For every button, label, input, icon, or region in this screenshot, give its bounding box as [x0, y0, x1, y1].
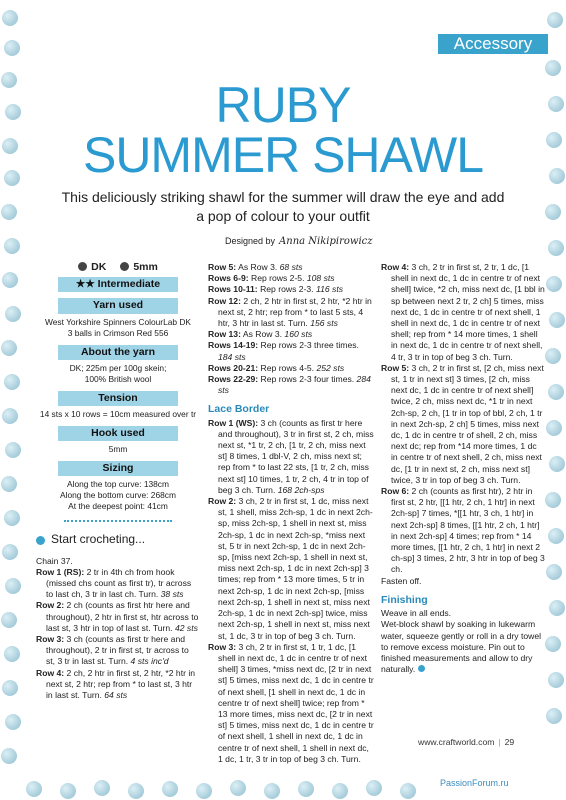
- lace-row-2: Row 2: 3 ch, 2 tr in first st, 1 dc, miss next st, 1 shell, miss 2ch-sp, 1 dc in next 2ch-sp, miss 2ch-sp, 1 shell in next st, miss 2ch-sp, 1 dc in next 2ch-sp, *miss next st, 5 tr in next 2ch-sp, 1 dc in next 2ch-sp, [miss next 2ch-sp, 1 shell in next st, miss next 2ch-sp, 1 dc in next 2ch-sp] 3 times; rep from * 13 more times, 5 tr in next 2ch-sp, 1 dc in next 2ch-sp, [miss next 2ch-sp, 1 shell in next st, miss next 2ch-sp, 1 dc in next 2ch-sp] twice, miss next 2ch-sp, 1 shell in next st, miss next st, 1 dc, 3 tr in top of beg 3 ch. Turn.: [208, 496, 373, 641]
- finishing-line-1: Weave in all ends.: [381, 608, 452, 619]
- lace-row-6: Row 6: 2 ch (counts as first htr), 2 htr in first st, 2 htr, [[1 htr, 2 ch, 1 htr] in next 2ch-sp] 7 times, *[[1 htr, 3 ch, 1 htr] in next 2ch-sp] 8 times, [[1 htr, 2 ch, 1 htr] in next 2ch-sp] 4 times; rep from * 14 more times, [[1 htr, 2 ch, 1 htr] in next 2 ch-sp] 3 times, 2 htr, 3 htr in top of beg 3 ch.: [381, 486, 545, 575]
- row-4: Row 4: 2 ch, 2 htr in first st, 2 htr, *2 htr in next st, 2 htr; rep from * to last st, 3 htr in last st. Turn. 64 sts: [36, 667, 196, 701]
- about-yarn-line-2: 100% British wool: [84, 373, 152, 384]
- lace-row-4: Row 4: 3 ch, 2 tr in first st, 2 tr, 1 dc, [1 shell in next dc, 1 dc in centre tr of next shell] twice, *2 ch, miss next dc, [1 bbl in sp between next 2 tr, 2 ch] 5 times, miss next dc, 1 dc in centre tr of next shell, 1 shell in next dc, 1 dc in centre tr of next shell; rep from * 14 more times, 1 shell in next dc, 1 dc in centre tr of next shell, 4 tr, 3 tr in top of beg 3 ch. Turn.: [381, 262, 545, 362]
- start-heading: Start crocheting...: [36, 534, 200, 545]
- yarn-ball-icon: [78, 262, 87, 271]
- page-number: 29: [504, 737, 515, 747]
- hook-icon: [120, 262, 129, 271]
- hook-used-line: 5mm: [108, 444, 128, 455]
- sizing-line-2: Along the bottom curve: 268cm: [60, 490, 176, 501]
- intro-text: This deliciously striking shawl for the summer will draw the eye and add a pop of colour to your outfit: [61, 189, 505, 224]
- rows-20-21: Rows 20-21: Rep rows 4-5. 252 sts: [208, 362, 345, 373]
- chain-instruction: Chain 37.: [36, 555, 73, 566]
- yarn-used-line-1: West Yorkshire Spinners ColourLab DK: [44, 316, 192, 327]
- about-yarn-heading: About the yarn: [58, 345, 178, 360]
- watermark: PassionForum.ru: [440, 778, 509, 788]
- info-column: [36, 262, 200, 701]
- hook-used-heading: Hook used: [58, 426, 178, 441]
- end-mark-icon: [418, 665, 425, 672]
- row-5: Row 5: As Row 3. 68 sts: [208, 262, 303, 272]
- level-badge: ★★ Intermediate: [58, 277, 178, 292]
- lace-border-heading: Lace Border: [208, 403, 270, 416]
- row-3: Row 3: 3 ch (counts as first tr here and throughout), 2 tr in first st, tr across to st, 3 tr in last st. Turn. 4 sts inc'd: [36, 634, 189, 667]
- finishing-heading: Finishing: [381, 593, 428, 606]
- section-tag: Accessory: [438, 34, 548, 54]
- rows-22-29: Rows 22-29: Rep rows 2-3 four times. 284 sts: [208, 374, 371, 396]
- pattern-column-3: [381, 262, 545, 675]
- pattern-start: [36, 556, 200, 702]
- rows-6-9: Rows 6-9: Rep rows 2-5. 108 sts: [208, 273, 335, 284]
- sizing-heading: Sizing: [58, 461, 178, 476]
- footer-website[interactable]: www.craftworld.com: [418, 737, 495, 747]
- sizing-line-3: At the deepest point: 41cm: [68, 501, 168, 512]
- rows-14-19: Rows 14-19: Rep rows 2-3 three times. 184 sts: [208, 340, 359, 362]
- about-yarn-line-1: DK; 225m per 100g skein;: [69, 362, 167, 373]
- finishing-line-2: Wet-block shawl by soaking in lukewarm water, squeeze gently or roll in a dry towel to remove excess moisture. Pin out to finished measurements and allow to dry naturally.: [381, 619, 542, 675]
- byline: [225, 236, 373, 247]
- designer-signature: Anna Nikipirowicz: [279, 236, 373, 247]
- footer: www.craftworld.com | 29: [418, 737, 515, 747]
- tension-line: 14 sts x 10 rows = 10cm measured over tr: [39, 409, 197, 420]
- hook-size: 5mm: [120, 262, 158, 273]
- sizing-line-1: Along the top curve: 138cm: [67, 479, 169, 490]
- lace-row-5: Row 5: 3 ch, 2 tr in first st, [2 ch, miss next st, 1 tr in next st] 3 times, [2 ch, miss next dc, 1 dc in centre tr of next shell] twice, 2 ch, miss next dc, *1 tr in next 2ch-sp, 2 ch, [1 tr in top of bbl, 2 ch, 1 tr in next 2ch-sp, 2 ch] 5 times, miss next dc, 1 dc in centre tr of shell, 2 ch, miss next dc; rep from *14 more times, 1 dc in centre tr of next shell, 2 ch, miss next dc, [1 tr in next st, 2 ch, miss next st] twice, 3 tr in top of beg 3 ch. Turn.: [381, 362, 544, 485]
- row-13: Row 13: As Row 3. 160 sts: [208, 329, 313, 340]
- title-line-1: RUBY: [215, 77, 351, 133]
- designed-by-label: Designed by: [225, 236, 276, 246]
- yarn-hook-summary: [36, 262, 200, 273]
- yarn-weight: DK: [78, 262, 106, 273]
- fasten-off: Fasten off.: [381, 575, 422, 586]
- lace-row-1: Row 1 (WS): 3 ch (counts as first tr here and throughout), 3 tr in first st, 2 ch, miss next st, *1 tr, 2 ch, [1 tr, 2 ch, miss next st] 8 times, 1 dbl-V, 2 ch, miss next st; rep from * to last 22 sts, [1 tr, 2 ch, miss next st] 10 times, 1 tr, 2 ch, 4 tr in top of beg 3 ch. Turn. 168 2ch-sps: [208, 417, 374, 495]
- yarn-used-heading: Yarn used: [58, 298, 178, 313]
- title-line-2: SUMMER SHAWL: [82, 127, 484, 183]
- row-1: Row 1 (RS): 2 tr in 4th ch from hook (missed chs count as first tr), tr across to last ch, 3 tr in last ch. Turn. 38 sts: [36, 566, 192, 600]
- lace-row-3: Row 3: 3 ch, 2 tr in first st, 1 tr, 1 dc, [1 shell in next dc, 1 dc in centre tr of next shell] 3 times, *miss next dc, [2 tr in next st] 5 times, miss next dc, 1 dc in centre tr of next shell, [1 shell in next dc, 1 dc in centre tr of next shell] twice; rep from * 13 more times, miss next dc, [2 tr in next st] 5 times, miss next dc, 1 dc in centre tr of next shell, 1 shell in next dc, 1 dc in centre tr of next shell, 1 shell in next dc, 1 dc, 1 tr, 3 tr in top of beg 3 ch. Turn.: [208, 641, 374, 764]
- row-2: Row 2: 2 ch (counts as first htr here and throughout), 2 htr in first st, htr across to last st, 3 htr in top of last st. Turn. 42 sts: [36, 600, 199, 633]
- dotted-divider: [64, 520, 172, 522]
- row-12: Row 12: 2 ch, 2 htr in first st, 2 htr, *2 htr in next st, 2 htr; rep from * to last 5 sts, 4 htr, 3 htr in last st. Turn. 156 sts: [208, 295, 372, 329]
- pattern-column-2: [208, 262, 375, 765]
- yarn-used-line-2: 3 balls in Crimson Red 556: [67, 327, 169, 338]
- rows-10-11: Rows 10-11: Rep rows 2-3. 116 sts: [208, 284, 344, 295]
- tension-heading: Tension: [58, 391, 178, 406]
- bullet-icon: [36, 536, 45, 545]
